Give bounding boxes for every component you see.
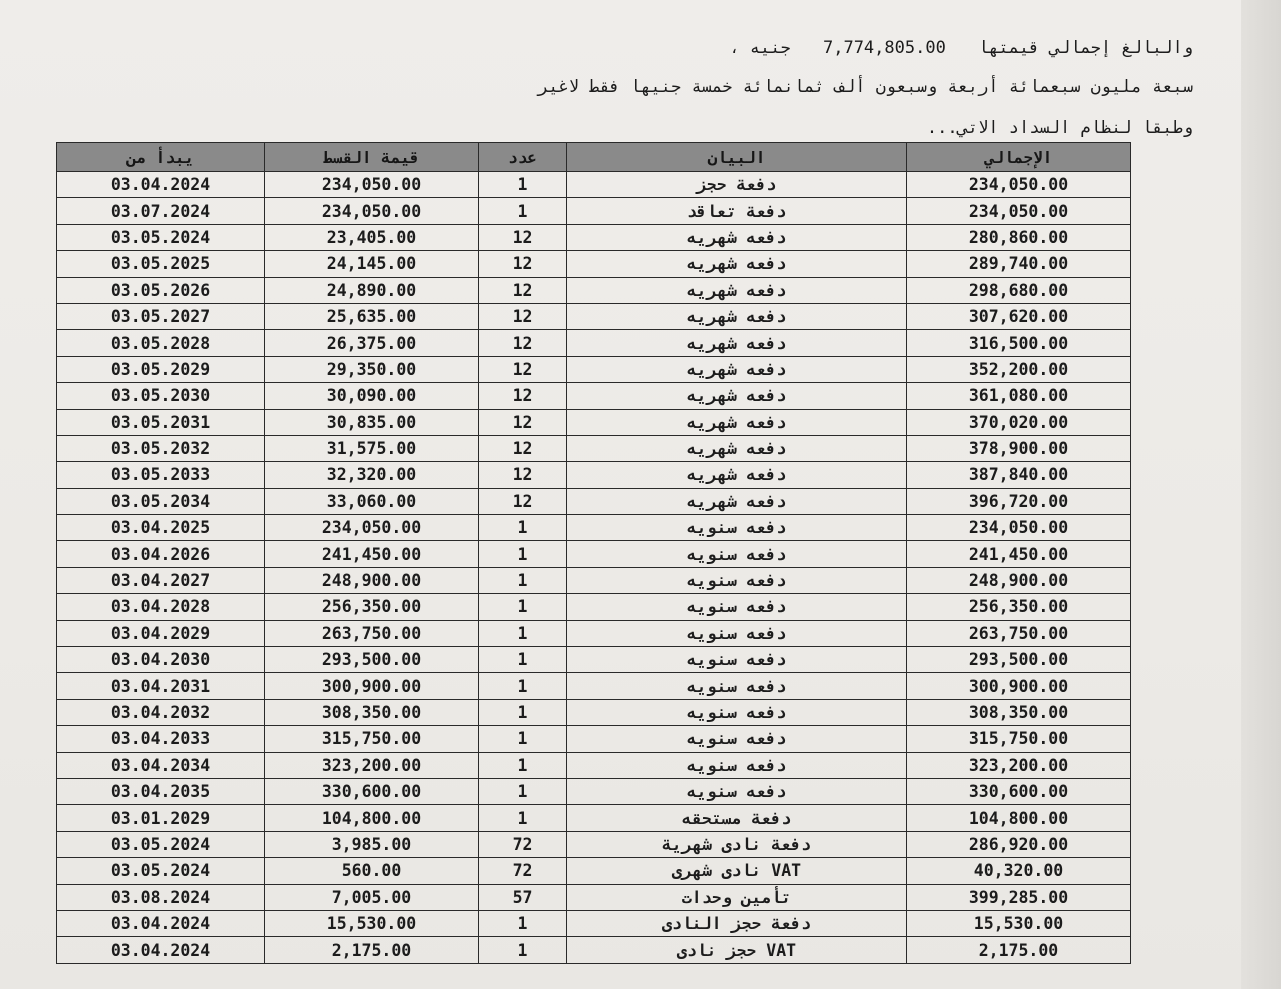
- table-row: [57, 910, 1131, 936]
- table-row: [57, 462, 1131, 488]
- column-header-description: البيان: [567, 143, 907, 172]
- cell-count: 12: [479, 356, 567, 382]
- cell-total: 307,620.00: [907, 303, 1131, 329]
- cell-count: 1: [479, 647, 567, 673]
- cell-total: 352,200.00: [907, 356, 1131, 382]
- cell-start-date: 03.05.2024: [57, 224, 265, 250]
- payment-system-intro: وطبقا لنظام السداد الاتي...: [926, 118, 1193, 138]
- cell-start-date: 03.04.2025: [57, 515, 265, 541]
- table-row: [57, 409, 1131, 435]
- cell-start-date: 03.04.2024: [57, 172, 265, 198]
- cell-installment: 330,600.00: [265, 778, 479, 804]
- cell-start-date: 03.04.2030: [57, 647, 265, 673]
- cell-installment: 30,835.00: [265, 409, 479, 435]
- cell-count: 1: [479, 726, 567, 752]
- cell-installment: 234,050.00: [265, 515, 479, 541]
- cell-installment: 24,145.00: [265, 251, 479, 277]
- table-row: [57, 303, 1131, 329]
- cell-start-date: 03.04.2029: [57, 620, 265, 646]
- table-row: [57, 673, 1131, 699]
- cell-total: 234,050.00: [907, 515, 1131, 541]
- cell-count: 1: [479, 515, 567, 541]
- cell-count: 12: [479, 409, 567, 435]
- cell-count: 72: [479, 858, 567, 884]
- table-row: [57, 488, 1131, 514]
- cell-installment: 293,500.00: [265, 647, 479, 673]
- cell-description: دفعه سنويه: [567, 726, 907, 752]
- cell-installment: 3,985.00: [265, 831, 479, 857]
- cell-start-date: 03.05.2025: [57, 251, 265, 277]
- cell-description: دفعه سنويه: [567, 620, 907, 646]
- cell-start-date: 03.04.2033: [57, 726, 265, 752]
- cell-total: 308,350.00: [907, 699, 1131, 725]
- cell-start-date: 03.04.2028: [57, 594, 265, 620]
- cell-total: 298,680.00: [907, 277, 1131, 303]
- cell-count: 1: [479, 699, 567, 725]
- cell-installment: 241,450.00: [265, 541, 479, 567]
- cell-installment: 104,800.00: [265, 805, 479, 831]
- cell-count: 1: [479, 198, 567, 224]
- table-row: [57, 778, 1131, 804]
- cell-installment: 26,375.00: [265, 330, 479, 356]
- total-amount-value: 7,774,805.00: [822, 38, 946, 58]
- cell-count: 1: [479, 594, 567, 620]
- cell-start-date: 03.04.2031: [57, 673, 265, 699]
- table-row: [57, 383, 1131, 409]
- cell-count: 12: [479, 435, 567, 461]
- table-row: [57, 620, 1131, 646]
- table-row: [57, 726, 1131, 752]
- cell-installment: 15,530.00: [265, 910, 479, 936]
- cell-description: دفعه سنويه: [567, 673, 907, 699]
- cell-description: دفعه شهريه: [567, 224, 907, 250]
- payment-schedule-table: [56, 142, 1131, 964]
- cell-count: 1: [479, 567, 567, 593]
- cell-start-date: 03.04.2027: [57, 567, 265, 593]
- cell-description: دفعة نادى شهرية: [567, 831, 907, 857]
- table-row: [57, 699, 1131, 725]
- cell-start-date: 03.04.2035: [57, 778, 265, 804]
- cell-count: 1: [479, 172, 567, 198]
- table-row: [57, 831, 1131, 857]
- table-row: [57, 515, 1131, 541]
- cell-total: 2,175.00: [907, 937, 1131, 963]
- table-row: [57, 858, 1131, 884]
- cell-total: 104,800.00: [907, 805, 1131, 831]
- table-row: [57, 541, 1131, 567]
- cell-installment: 234,050.00: [265, 172, 479, 198]
- cell-start-date: 03.05.2032: [57, 435, 265, 461]
- cell-total: 234,050.00: [907, 198, 1131, 224]
- cell-start-date: 03.04.2032: [57, 699, 265, 725]
- cell-total: 378,900.00: [907, 435, 1131, 461]
- cell-count: 1: [479, 541, 567, 567]
- cell-installment: 7,005.00: [265, 884, 479, 910]
- cell-description: دفعة تعاقد: [567, 198, 907, 224]
- cell-installment: 2,175.00: [265, 937, 479, 963]
- cell-description: دفعه سنويه: [567, 541, 907, 567]
- cell-installment: 323,200.00: [265, 752, 479, 778]
- cell-installment: 308,350.00: [265, 699, 479, 725]
- cell-count: 12: [479, 383, 567, 409]
- cell-description: دفعة حجز النادى: [567, 910, 907, 936]
- table-row: [57, 937, 1131, 963]
- cell-total: 263,750.00: [907, 620, 1131, 646]
- cell-total: 40,320.00: [907, 858, 1131, 884]
- cell-total: 286,920.00: [907, 831, 1131, 857]
- cell-count: 1: [479, 752, 567, 778]
- cell-count: 1: [479, 778, 567, 804]
- cell-total: 387,840.00: [907, 462, 1131, 488]
- table-row: [57, 594, 1131, 620]
- cell-description: دفعه شهريه: [567, 277, 907, 303]
- cell-description: VAT نادى شهرى: [567, 858, 907, 884]
- cell-description: دفعه سنويه: [567, 699, 907, 725]
- cell-total: 248,900.00: [907, 567, 1131, 593]
- cell-description: VAT حجز نادى: [567, 937, 907, 963]
- cell-total: 370,020.00: [907, 409, 1131, 435]
- table-row: [57, 567, 1131, 593]
- cell-installment: 300,900.00: [265, 673, 479, 699]
- cell-total: 280,860.00: [907, 224, 1131, 250]
- cell-description: دفعه شهريه: [567, 488, 907, 514]
- cell-description: دفعه شهريه: [567, 251, 907, 277]
- cell-count: 12: [479, 277, 567, 303]
- cell-total: 234,050.00: [907, 172, 1131, 198]
- cell-total: 300,900.00: [907, 673, 1131, 699]
- cell-installment: 31,575.00: [265, 435, 479, 461]
- cell-installment: 315,750.00: [265, 726, 479, 752]
- cell-start-date: 03.05.2029: [57, 356, 265, 382]
- cell-description: دفعه شهريه: [567, 462, 907, 488]
- cell-installment: 234,050.00: [265, 198, 479, 224]
- cell-start-date: 03.01.2029: [57, 805, 265, 831]
- cell-description: دفعة مستحقه: [567, 805, 907, 831]
- cell-description: دفعه شهريه: [567, 435, 907, 461]
- total-amount-line: [729, 38, 1193, 58]
- table-header-row: [57, 143, 1131, 172]
- cell-description: دفعه شهريه: [567, 356, 907, 382]
- cell-description: دفعه سنويه: [567, 515, 907, 541]
- column-header-start: يبدأ من: [57, 143, 265, 172]
- cell-total: 323,200.00: [907, 752, 1131, 778]
- cell-start-date: 03.05.2030: [57, 383, 265, 409]
- cell-start-date: 03.08.2024: [57, 884, 265, 910]
- cell-count: 57: [479, 884, 567, 910]
- cell-description: دفعه سنويه: [567, 752, 907, 778]
- cell-total: 241,450.00: [907, 541, 1131, 567]
- table-row: [57, 224, 1131, 250]
- cell-count: 12: [479, 251, 567, 277]
- cell-count: 72: [479, 831, 567, 857]
- cell-description: دفعة حجز: [567, 172, 907, 198]
- table-row: [57, 330, 1131, 356]
- cell-installment: 33,060.00: [265, 488, 479, 514]
- table-row: [57, 805, 1131, 831]
- cell-installment: 23,405.00: [265, 224, 479, 250]
- amount-in-words-line: سبعة مليون سبعمائة أربعة وسبعون ألف ثمانمائة خمسة جنيها فقط لاغير: [537, 77, 1193, 97]
- cell-count: 12: [479, 224, 567, 250]
- column-header-installment: قيمة القسط: [265, 143, 479, 172]
- cell-start-date: 03.05.2031: [57, 409, 265, 435]
- cell-installment: 30,090.00: [265, 383, 479, 409]
- cell-count: 12: [479, 303, 567, 329]
- cell-start-date: 03.05.2024: [57, 831, 265, 857]
- cell-start-date: 03.05.2028: [57, 330, 265, 356]
- table-body: [57, 172, 1131, 964]
- cell-description: دفعه شهريه: [567, 303, 907, 329]
- cell-total: 330,600.00: [907, 778, 1131, 804]
- table-row: [57, 198, 1131, 224]
- table-row: [57, 277, 1131, 303]
- cell-description: تأمين وحدات: [567, 884, 907, 910]
- cell-description: دفعه شهريه: [567, 409, 907, 435]
- cell-start-date: 03.04.2024: [57, 910, 265, 936]
- table-row: [57, 884, 1131, 910]
- cell-total: 15,530.00: [907, 910, 1131, 936]
- cell-total: 399,285.00: [907, 884, 1131, 910]
- cell-total: 396,720.00: [907, 488, 1131, 514]
- cell-count: 12: [479, 330, 567, 356]
- total-amount-prefix: والبالغ إجمالي قيمتها: [978, 38, 1193, 58]
- column-header-count: عدد: [479, 143, 567, 172]
- cell-total: 256,350.00: [907, 594, 1131, 620]
- cell-count: 12: [479, 462, 567, 488]
- cell-installment: 32,320.00: [265, 462, 479, 488]
- cell-description: دفعه سنويه: [567, 778, 907, 804]
- cell-count: 1: [479, 937, 567, 963]
- table-row: [57, 647, 1131, 673]
- cell-installment: 25,635.00: [265, 303, 479, 329]
- cell-start-date: 03.04.2024: [57, 937, 265, 963]
- cell-total: 316,500.00: [907, 330, 1131, 356]
- cell-count: 1: [479, 673, 567, 699]
- cell-total: 361,080.00: [907, 383, 1131, 409]
- cell-total: 289,740.00: [907, 251, 1131, 277]
- cell-start-date: 03.05.2034: [57, 488, 265, 514]
- cell-description: دفعه سنويه: [567, 647, 907, 673]
- cell-total: 315,750.00: [907, 726, 1131, 752]
- cell-total: 293,500.00: [907, 647, 1131, 673]
- cell-installment: 263,750.00: [265, 620, 479, 646]
- cell-start-date: 03.05.2026: [57, 277, 265, 303]
- cell-installment: 560.00: [265, 858, 479, 884]
- cell-count: 1: [479, 910, 567, 936]
- total-amount-currency: جنيه ،: [729, 38, 791, 58]
- table-row: [57, 172, 1131, 198]
- cell-description: دفعه سنويه: [567, 567, 907, 593]
- cell-start-date: 03.05.2033: [57, 462, 265, 488]
- cell-description: دفعه شهريه: [567, 330, 907, 356]
- cell-installment: 29,350.00: [265, 356, 479, 382]
- column-header-total: الإجمالي: [907, 143, 1131, 172]
- table-row: [57, 435, 1131, 461]
- cell-start-date: 03.05.2027: [57, 303, 265, 329]
- page-edge: [1241, 0, 1281, 989]
- cell-start-date: 03.04.2026: [57, 541, 265, 567]
- table-row: [57, 251, 1131, 277]
- cell-installment: 256,350.00: [265, 594, 479, 620]
- cell-description: دفعه سنويه: [567, 594, 907, 620]
- cell-installment: 248,900.00: [265, 567, 479, 593]
- cell-start-date: 03.05.2024: [57, 858, 265, 884]
- cell-count: 1: [479, 620, 567, 646]
- cell-installment: 24,890.00: [265, 277, 479, 303]
- table-row: [57, 356, 1131, 382]
- table-row: [57, 752, 1131, 778]
- cell-description: دفعه شهريه: [567, 383, 907, 409]
- cell-count: 1: [479, 805, 567, 831]
- cell-start-date: 03.07.2024: [57, 198, 265, 224]
- cell-count: 12: [479, 488, 567, 514]
- cell-start-date: 03.04.2034: [57, 752, 265, 778]
